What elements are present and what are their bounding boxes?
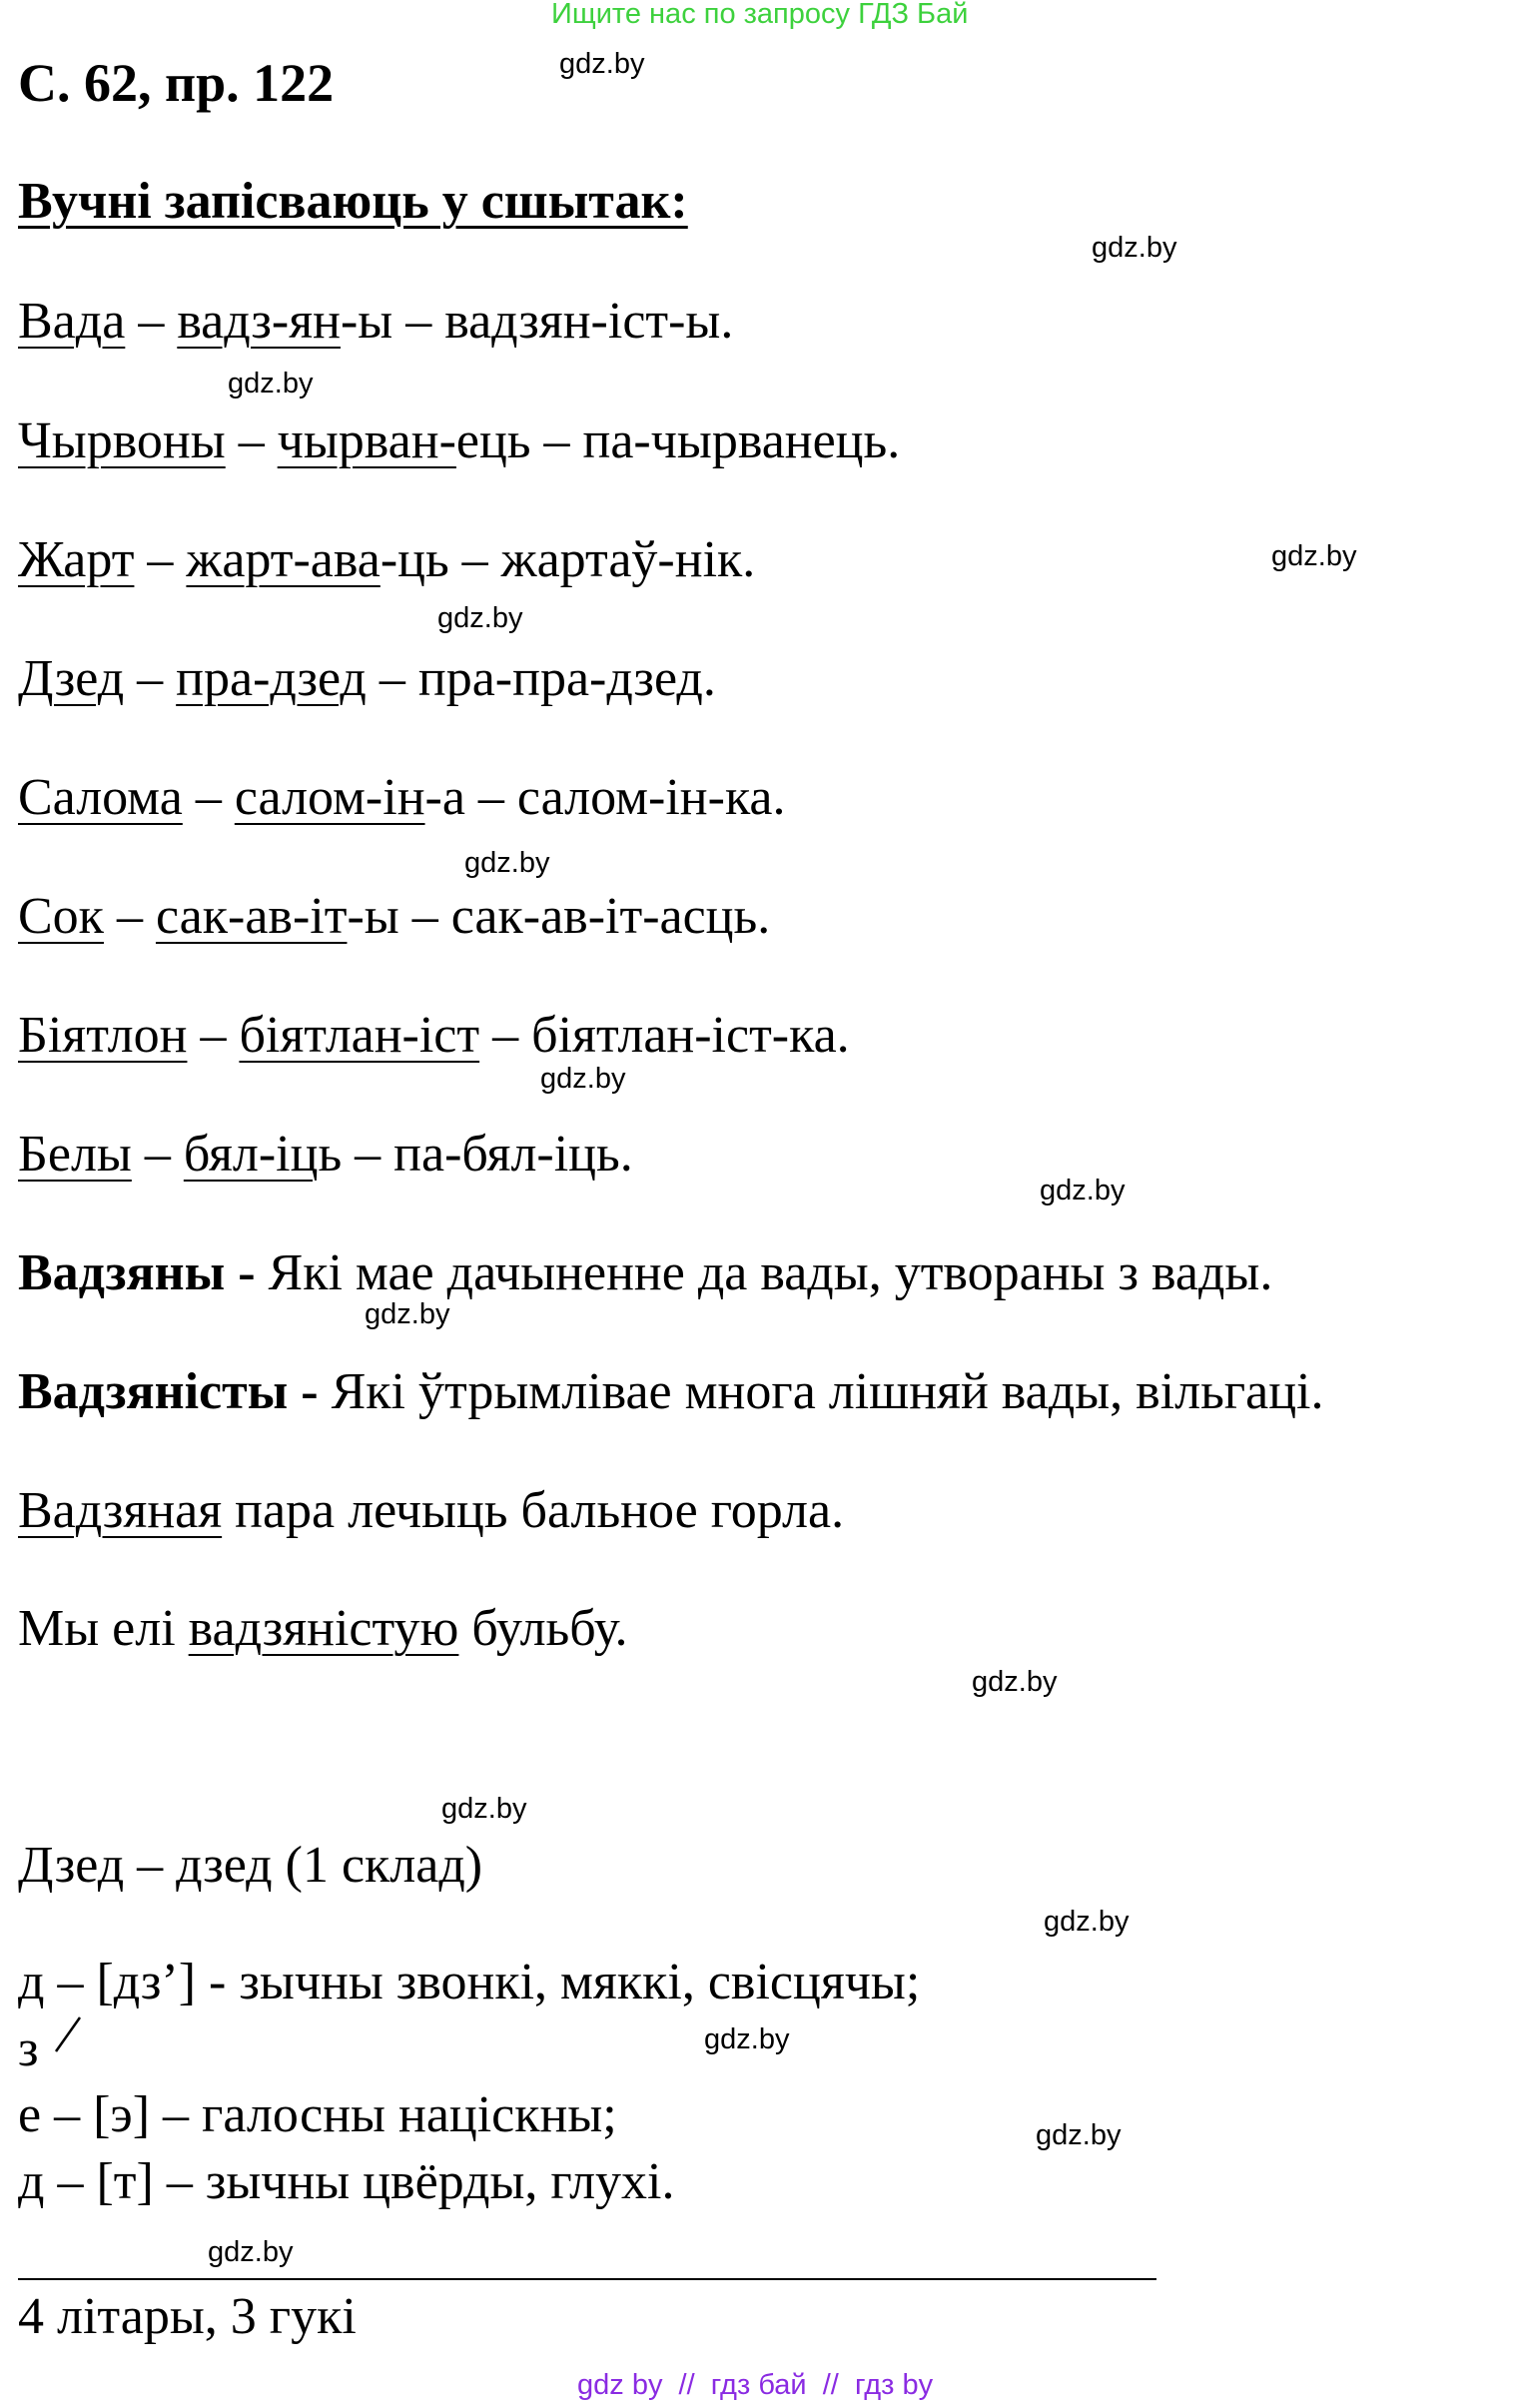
word-line-5 xyxy=(18,768,786,827)
rest-text: -ы – вадзян-іст-ы. xyxy=(340,293,734,350)
word-line-2 xyxy=(18,411,900,470)
page-title: С. 62, пр. 122 xyxy=(18,53,335,113)
definition-term: Вадзяністы - xyxy=(18,1363,319,1420)
definition-term: Вадзяны - xyxy=(18,1244,256,1301)
watermark: gdz.by xyxy=(1092,232,1177,264)
root-word: Жарт xyxy=(18,531,135,588)
section-heading: Вучні запісваюць у сшытак: xyxy=(18,173,688,230)
definition-text: Які ўтрымлівае многа лішняй вады, вільгаці. xyxy=(318,1363,1324,1420)
watermark: gdz.by xyxy=(1044,1906,1130,1938)
word-line-3 xyxy=(18,530,755,589)
dash: – xyxy=(187,1007,240,1064)
dash: – xyxy=(182,769,235,826)
analysis-line-2: е – [э] – галосны націскны; xyxy=(18,2086,617,2143)
definition-2 xyxy=(18,1362,1323,1421)
dash: – xyxy=(134,531,187,588)
root-word: Салома xyxy=(18,769,183,826)
watermark: gdz.by xyxy=(441,1793,527,1825)
watermark: gdz.by xyxy=(540,1063,626,1095)
dash: – xyxy=(131,1126,184,1183)
divider-line xyxy=(18,2278,1156,2280)
word-line-1 xyxy=(18,292,733,351)
digraph-mark-icon xyxy=(50,2009,90,2059)
root-word: Сок xyxy=(18,888,104,945)
derived-word: пра-дзед xyxy=(176,650,367,707)
rest-text: -а – салом-ін-ка. xyxy=(424,769,786,826)
watermark: gdz.by xyxy=(559,48,645,80)
watermark: gdz.by xyxy=(1040,1175,1126,1206)
derived-word: чырван- xyxy=(277,412,456,469)
rest-text: -ць – жартаў-нік. xyxy=(380,531,756,588)
analysis-head: Дзед – дзед (1 склад) xyxy=(18,1837,483,1894)
sentence-start: Мы елі xyxy=(18,1600,189,1657)
word-line-4 xyxy=(18,649,716,708)
derived-word: бял-іц xyxy=(183,1126,319,1183)
watermark: gdz.by xyxy=(1036,2119,1122,2151)
underlined-word: Вадзяная xyxy=(18,1482,223,1539)
definition-text: Які мае дачыненне да вады, утвораны з вады. xyxy=(255,1244,1273,1301)
watermark: gdz.by xyxy=(464,847,550,879)
underlined-word: вадзяністую xyxy=(188,1600,459,1657)
dash: – xyxy=(124,650,177,707)
dash: – xyxy=(125,293,178,350)
watermark: gdz.by xyxy=(1271,540,1357,572)
derived-word: вадз-ян xyxy=(177,293,341,350)
analysis-line-3: д – [т] – зычны цвёрды, глухі. xyxy=(18,2153,675,2210)
watermark: gdz.by xyxy=(208,2236,294,2268)
word-line-8 xyxy=(18,1125,633,1184)
bottom-note: gdz by // гдз бай // гдз by xyxy=(577,2369,934,2401)
word-line-6 xyxy=(18,887,770,946)
sentence-2 xyxy=(18,1599,628,1658)
top-note: Ищите нас по запросу ГДЗ Бай xyxy=(551,0,969,30)
derived-word: салом-ін xyxy=(234,769,425,826)
watermark: gdz.by xyxy=(972,1666,1058,1698)
derived-word: біятлан-іст xyxy=(239,1007,480,1064)
watermark: gdz.by xyxy=(704,2023,790,2055)
sentence-rest: пара лечыць бальное горла. xyxy=(222,1482,845,1539)
sentence-1 xyxy=(18,1481,844,1540)
dash: – xyxy=(103,888,156,945)
analysis-line-1b: з xyxy=(18,2020,39,2077)
root-word: Біятлон xyxy=(18,1007,188,1064)
rest-text: -ы – сак-ав-іт-асць. xyxy=(347,888,771,945)
dash: – xyxy=(225,412,278,469)
watermark: gdz.by xyxy=(437,602,523,634)
root-word: Чырвоны xyxy=(18,412,226,469)
watermark: gdz.by xyxy=(365,1298,450,1330)
definition-1 xyxy=(18,1243,1272,1302)
summary: 4 літары, 3 гукі xyxy=(18,2288,357,2345)
root-word: Белы xyxy=(18,1126,132,1183)
rest-text: – пра-пра-дзед. xyxy=(366,650,716,707)
analysis-line-1: д – [дз’] - зычны звонкі, мяккі, свісцячы; xyxy=(18,1954,921,2010)
watermark: gdz.by xyxy=(228,368,314,400)
sentence-rest: бульбу. xyxy=(458,1600,628,1657)
word-line-7 xyxy=(18,1006,850,1065)
derived-word: жарт-ава xyxy=(186,531,381,588)
root-word: Вада xyxy=(18,293,126,350)
rest-text: ь – па-бял-іць. xyxy=(318,1126,633,1183)
rest-text: – біятлан-іст-ка. xyxy=(479,1007,850,1064)
rest-text: ець – па-чырванець. xyxy=(455,412,901,469)
derived-word: сак-ав-іт xyxy=(155,888,348,945)
root-word: Дзед xyxy=(18,650,125,707)
